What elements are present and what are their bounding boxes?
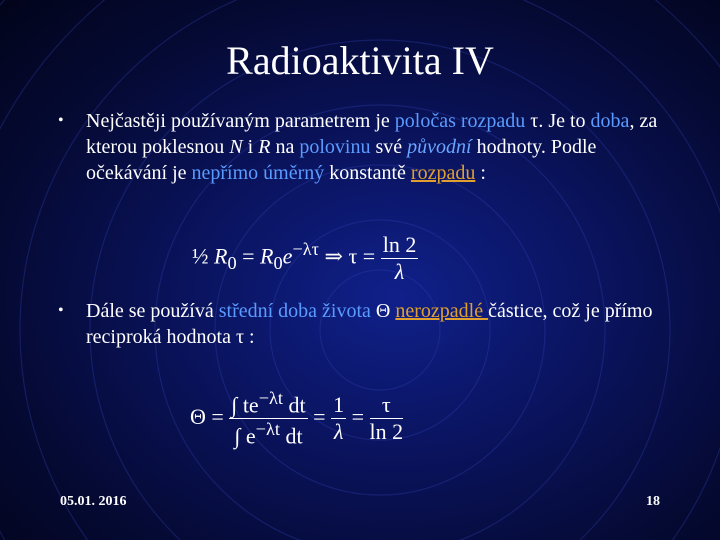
slide-title: Radioaktivita IV	[226, 38, 494, 83]
hyperlink-rozpadu[interactable]: rozpadu	[410, 162, 476, 184]
bullet-mean-lifetime	[58, 298, 668, 350]
bullet-dot-icon: •	[58, 112, 64, 129]
highlight-term: poločas rozpadu	[394, 110, 526, 132]
bullet-half-life	[58, 108, 668, 186]
highlight-term: původní	[407, 136, 472, 158]
highlight-term: střední doba života	[218, 300, 371, 322]
hyperlink-nerozpadle[interactable]: nerozpadlé	[395, 300, 489, 322]
highlight-term: polovinu	[299, 136, 371, 158]
bullet-text: Nejčastěji používaným parametrem je poločas rozpadu τ. Je to doba, za kterou poklesnou N i R na polovinu své původní hodnoty. Podle očekávání je nepřímo úměrný konstantě rozpadu :	[86, 110, 658, 184]
highlight-term: nepřímo úměrný	[191, 162, 325, 184]
bullet-text: Dále se používá střední doba života Θ nerozpadlé částice, což je přímo reciproká hodnota τ :	[86, 300, 653, 348]
highlight-term: doba	[590, 110, 630, 132]
bullet-dot-icon: •	[58, 302, 64, 319]
equation-half-life: ½ $R_0 = R_0e^{-\lambda\tau}$ ⇒ τ = $\frac{\ln 2}{\lambda}$	[192, 232, 417, 284]
footer-date: 05.01. 2016	[60, 494, 127, 509]
page-number: 18	[646, 494, 660, 509]
equation-mean-lifetime: Θ = $\frac{\int te^{-\lambda t} dt}{\int e^{-\lambda t} dt}$ = $\frac{1}{\lambda}$ = $\frac{\tau}{\ln 2}$	[190, 388, 404, 449]
